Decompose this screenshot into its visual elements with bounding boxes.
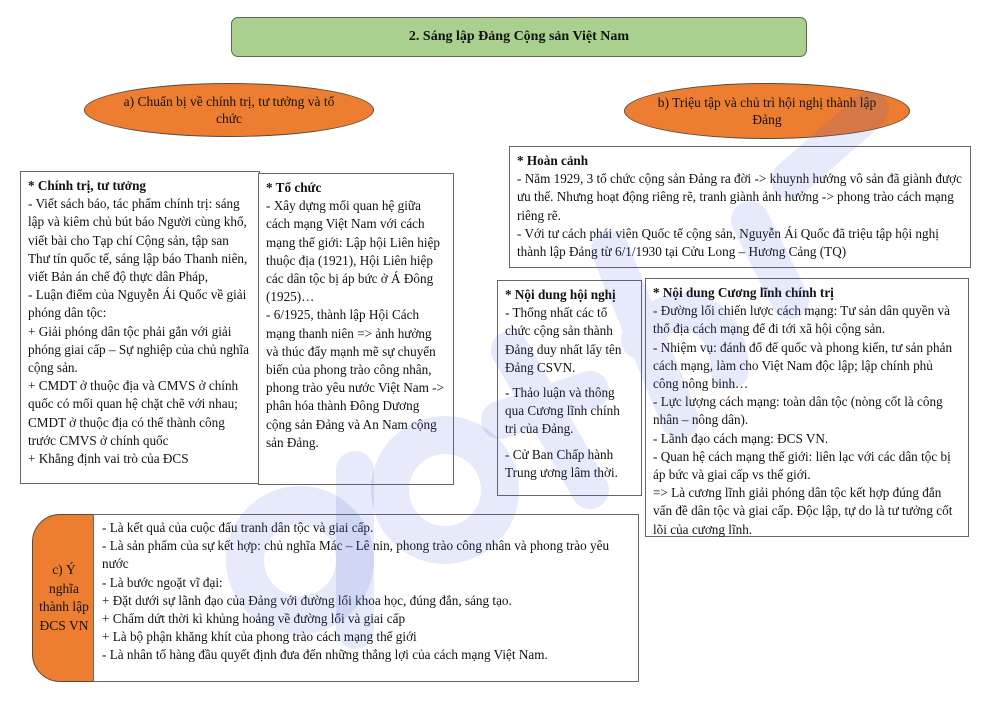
diagram-title-text: 2. Sáng lập Đảng Cộng sản Việt Nam: [408, 29, 630, 44]
chinh-tri-line: - Luận điểm của Nguyễn Ái Quốc về giải phóng dân tộc:: [28, 287, 247, 321]
y-nghia-line: + Đặt dưới sự lãnh đạo của Đảng với đường lối khoa học, đúng đắn, sáng tạo.: [102, 592, 512, 608]
section-c-label: c) Ý nghĩa thành lập ĐCS VN: [39, 562, 89, 633]
y-nghia-line: - Là bước ngoặt vĩ đại:: [102, 574, 223, 590]
chinh-tri-box: [20, 171, 260, 484]
cuong-linh-line: - Đường lối chiến lược cách mạng: Tư sản dân quyền và thổ địa cách mạng để đi tới xã hội cộng sản.: [653, 303, 950, 337]
cuong-linh-line: => Là cương lĩnh giải phóng dân tộc kết hợp đúng đắn vấn đề dân tộc và giai cấp. Độc lập, tự do là tư tưởng cốt lõi của cương lĩnh.: [653, 485, 953, 537]
section-b-label: b) Triệu tập và chủ trì hội nghị thành lập Đảng: [657, 95, 877, 127]
cuong-linh-line: - Lãnh đạo cách mạng: ĐCS VN.: [653, 430, 829, 446]
cuong-linh-line: - Quan hệ cách mạng thế giới: liên lạc với các dân tộc bị áp bức và giai cấp vs thế giới.: [653, 448, 951, 483]
y-nghia-line: + Chấm dứt thời kì khủng hoảng về đường lối và giai cấp: [102, 611, 406, 627]
hoan-canh-line: - Với tư cách phái viên Quốc tế cộng sản, Nguyễn Ái Quốc đã triệu tập hội nghị thành lập Đảng từ 6/1/1930 tại Cửu Long – Hương Cảng (TQ): [517, 225, 939, 260]
y-nghia-line: + Là bộ phận khăng khít của phong trào cách mạng thế giới: [102, 629, 417, 645]
chinh-tri-line: + CMDT ở thuộc địa và CMVS ở chính quốc có mối quan hệ chặt chẽ với nhau; CMDT ở thuộc địa có thể thành công trước CMVS ở chính quốc: [28, 378, 239, 448]
noi-dung-hoi-nghi-line: - Cử Ban Chấp hành Trung ương lâm thời.: [505, 446, 618, 480]
chinh-tri-line: + Giải phóng dân tộc phải gắn với giải phóng giai cấp – Sự nghiệp của chủ nghĩa cộng sản.: [28, 323, 250, 376]
section-a-oval: [84, 83, 374, 137]
hoan-canh-line: - Năm 1929, 3 tổ chức cộng sản Đảng ra đời -> khuynh hướng vô sản đã giành được ưu thế. Nhưng hoạt động riêng rẽ, tranh giành ảnh hưởng -> phong trào cách mạng riêng rẽ.: [517, 171, 962, 223]
hoan-canh-heading: * Hoàn cảnh: [517, 153, 589, 168]
chinh-tri-heading: * Chính trị, tư tưởng: [28, 178, 147, 193]
diagram-title: [231, 17, 807, 57]
hoan-canh-box: [509, 146, 971, 268]
cuong-linh-heading: * Nội dung Cương lĩnh chính trị: [653, 285, 834, 300]
to-chuc-heading: * Tổ chức: [266, 180, 322, 195]
cuong-linh-box: [645, 278, 969, 537]
noi-dung-hoi-nghi-box: [497, 280, 642, 496]
y-nghia-line: - Là kết quả của cuộc đấu tranh dân tộc và giai cấp.: [102, 520, 374, 535]
section-b-oval: [624, 83, 910, 139]
y-nghia-line: - Là sản phẩm của sự kết hợp: chủ nghĩa Mác – Lê nin, phong trào công nhân và phong trào yêu nước: [102, 538, 610, 572]
noi-dung-hoi-nghi-heading: * Nội dung hội nghị: [505, 287, 616, 302]
y-nghia-line: - Là nhân tố hàng đầu quyết định đưa đến những thắng lợi của cách mạng Việt Nam.: [102, 647, 548, 663]
cuong-linh-line: - Nhiệm vụ: đánh đổ đế quốc và phong kiến, tư sản phản cách mạng, làm cho Việt Nam độc lập; lập chính phủ công nông binh…: [653, 339, 953, 392]
cuong-linh-line: - Lực lượng cách mạng: toàn dân tộc (nòng cốt là công nhân – nông dân).: [653, 394, 943, 428]
noi-dung-hoi-nghi-line: - Thảo luận và thông qua Cương lĩnh chính trị của Đảng.: [505, 385, 620, 437]
chinh-tri-line: - Viết sách báo, tác phẩm chính trị: sáng lập và kiêm chủ bút báo Người cùng khổ, viết bài cho Tạp chí Cộng sản, tập san Thư tín quốc tế, sáng lập báo Thanh niên, viết Bản án chế độ thực dân Pháp,: [28, 196, 248, 285]
section-c-tab: [32, 514, 96, 682]
to-chuc-box: [258, 173, 454, 485]
chinh-tri-line: + Khẳng định vai trò của ĐCS: [28, 451, 189, 467]
y-nghia-box: [93, 514, 639, 682]
to-chuc-line: - Xây dựng mối quan hệ giữa cách mạng Việt Nam với cách mạng thế giới: Lập hội Liên hiệp thuộc địa (1921), Hội Liên hiệp các dân tộc bị áp bức ở Á Đông (1925)…: [266, 198, 440, 305]
section-a-label: a) Chuẩn bị về chính trị, tư tưởng và tổ chức: [123, 94, 335, 126]
noi-dung-hoi-nghi-line: - Thống nhất các tổ chức cộng sản thành Đảng duy nhất lấy tên Đảng CSVN.: [505, 305, 622, 375]
to-chuc-line: - 6/1925, thành lập Hội Cách mạng thanh niên => ảnh hưởng và thúc đẩy mạnh mẽ sự chuyển biến của phong trào công nhân, phong trào yêu nước Việt Nam -> phân hóa thành Đông Dương cộng sản Đảng và An Nam cộng sản Đảng.: [266, 307, 444, 450]
